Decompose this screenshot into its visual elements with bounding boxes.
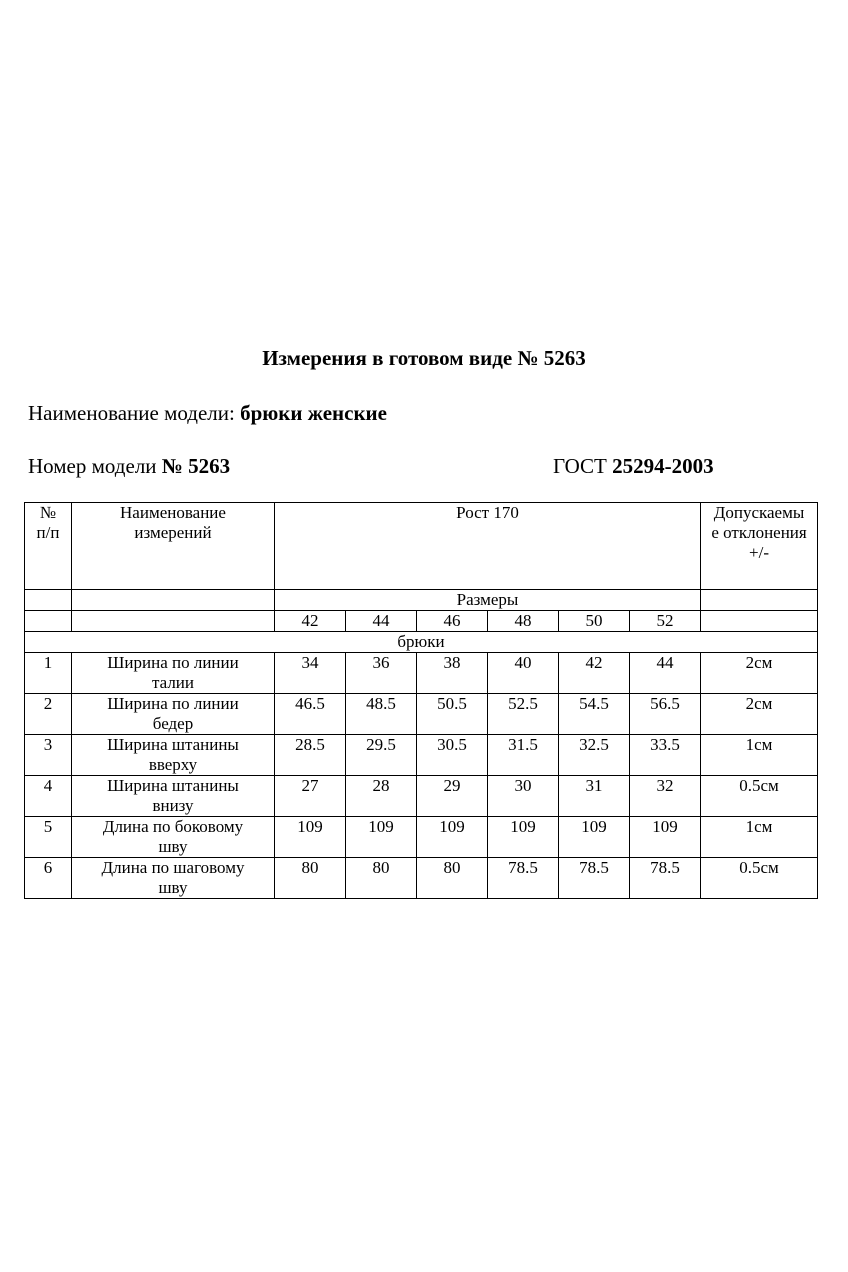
measurement-value: 29.5 xyxy=(346,735,417,776)
measurement-name: Ширина по линии бедер xyxy=(72,694,275,735)
deviation-value: 2см xyxy=(701,653,818,694)
header-num: № п/п xyxy=(25,503,72,590)
measurements-table xyxy=(24,502,818,899)
header-deviation: Допускаемые отклонения +/- xyxy=(701,503,818,590)
table-row xyxy=(25,653,818,694)
table-row xyxy=(25,735,818,776)
table-row xyxy=(25,776,818,817)
measurement-value: 44 xyxy=(630,653,701,694)
measurement-value: 28.5 xyxy=(275,735,346,776)
measurement-value: 36 xyxy=(346,653,417,694)
empty-cell xyxy=(701,611,818,632)
gost-label: ГОСТ xyxy=(553,454,607,478)
measurement-value: 80 xyxy=(346,858,417,899)
empty-cell xyxy=(701,590,818,611)
measurement-value: 32 xyxy=(630,776,701,817)
row-number: 3 xyxy=(25,735,72,776)
model-name-label: Наименование модели: xyxy=(28,401,235,425)
deviation-value: 2см xyxy=(701,694,818,735)
deviation-value: 0.5см xyxy=(701,858,818,899)
row-number: 6 xyxy=(25,858,72,899)
empty-cell xyxy=(25,590,72,611)
measurement-value: 78.5 xyxy=(630,858,701,899)
measurement-value: 48.5 xyxy=(346,694,417,735)
model-name-value: брюки женские xyxy=(240,401,387,425)
measurement-name: Ширина по линии талии xyxy=(72,653,275,694)
gost-line xyxy=(553,451,714,481)
measurement-value: 78.5 xyxy=(488,858,559,899)
measurement-value: 34 xyxy=(275,653,346,694)
measurement-name: Длина по боковому шву xyxy=(72,817,275,858)
measurement-value: 109 xyxy=(488,817,559,858)
measurement-value: 31 xyxy=(559,776,630,817)
model-name-line xyxy=(28,398,387,428)
table-row xyxy=(25,694,818,735)
size-cell: 48 xyxy=(488,611,559,632)
measurement-value: 109 xyxy=(275,817,346,858)
measurement-name: Длина по шаговому шву xyxy=(72,858,275,899)
empty-cell xyxy=(25,611,72,632)
measurement-value: 80 xyxy=(417,858,488,899)
measurement-name: Ширина штанины внизу xyxy=(72,776,275,817)
header-height: Рост 170 xyxy=(275,503,701,590)
size-cell: 50 xyxy=(559,611,630,632)
row-number: 4 xyxy=(25,776,72,817)
section-label: брюки xyxy=(25,632,818,653)
sizes-label: Размеры xyxy=(275,590,701,611)
measurement-value: 33.5 xyxy=(630,735,701,776)
measurement-value: 52.5 xyxy=(488,694,559,735)
size-cell: 42 xyxy=(275,611,346,632)
row-number: 1 xyxy=(25,653,72,694)
measurement-value: 38 xyxy=(417,653,488,694)
measurement-value: 80 xyxy=(275,858,346,899)
sizes-label-row xyxy=(25,590,818,611)
row-number: 5 xyxy=(25,817,72,858)
page-title: Измерения в готовом виде № 5263 xyxy=(262,346,586,370)
deviation-value: 1см xyxy=(701,735,818,776)
measurement-value: 109 xyxy=(630,817,701,858)
empty-cell xyxy=(72,590,275,611)
measurement-value: 30.5 xyxy=(417,735,488,776)
measurement-value: 78.5 xyxy=(559,858,630,899)
measurement-value: 42 xyxy=(559,653,630,694)
measurement-value: 50.5 xyxy=(417,694,488,735)
table-row xyxy=(25,817,818,858)
size-cell: 52 xyxy=(630,611,701,632)
size-cell: 44 xyxy=(346,611,417,632)
measurement-value: 109 xyxy=(346,817,417,858)
measurement-value: 40 xyxy=(488,653,559,694)
model-number-label: Номер модели xyxy=(28,454,157,478)
size-cell: 46 xyxy=(417,611,488,632)
measurement-value: 27 xyxy=(275,776,346,817)
deviation-value: 0.5см xyxy=(701,776,818,817)
measurement-value: 28 xyxy=(346,776,417,817)
model-number-value: № 5263 xyxy=(161,454,231,478)
gost-value: 25294-2003 xyxy=(612,454,714,478)
empty-cell xyxy=(72,611,275,632)
measurement-name: Ширина штанины вверху xyxy=(72,735,275,776)
measurement-value: 32.5 xyxy=(559,735,630,776)
measurement-value: 30 xyxy=(488,776,559,817)
table-header-row xyxy=(25,503,818,590)
header-name: Наименование измерений xyxy=(72,503,275,590)
measurement-value: 109 xyxy=(559,817,630,858)
sizes-row xyxy=(25,611,818,632)
measurement-value: 54.5 xyxy=(559,694,630,735)
measurement-value: 46.5 xyxy=(275,694,346,735)
deviation-value: 1см xyxy=(701,817,818,858)
measurement-value: 31.5 xyxy=(488,735,559,776)
measurement-value: 29 xyxy=(417,776,488,817)
row-number: 2 xyxy=(25,694,72,735)
table-row xyxy=(25,858,818,899)
measurement-value: 109 xyxy=(417,817,488,858)
section-row xyxy=(25,632,818,653)
model-number-line xyxy=(28,451,230,481)
measurement-value: 56.5 xyxy=(630,694,701,735)
